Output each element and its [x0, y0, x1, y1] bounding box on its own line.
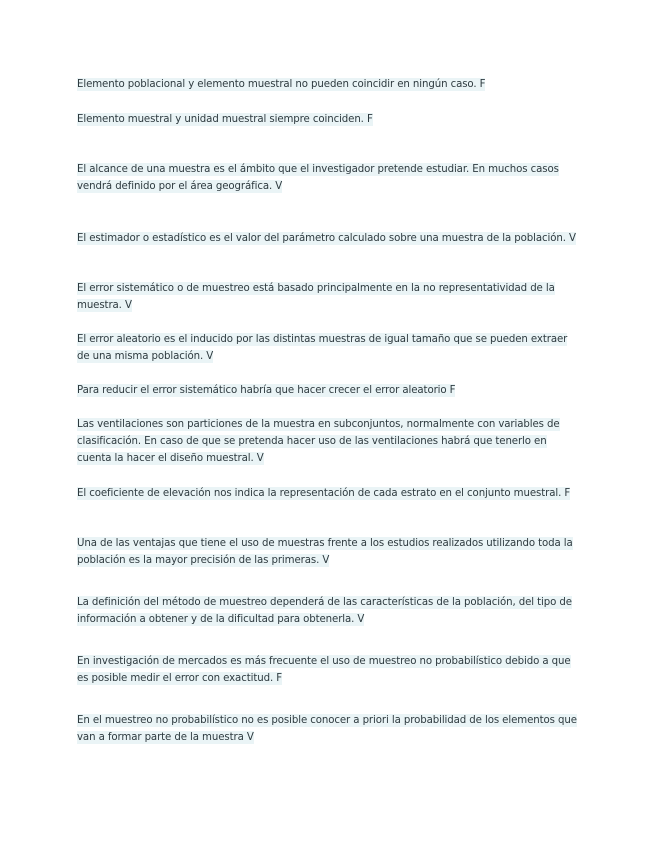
statement-text: El coeficiente de elevación nos indica la representación de cada estrato en el conjunto muestral. F — [77, 488, 571, 499]
statement-11 — [77, 594, 577, 628]
statement-text: El error aleatorio es el inducido por las distintas muestras de igual tamaño que se pueden extraer de una misma población. V — [77, 334, 568, 362]
statement-9 — [77, 485, 577, 502]
statement-5 — [77, 280, 577, 314]
statement-text: El alcance de una muestra es el ámbito que el investigador pretende estudiar. En muchos casos vendrá definido por el área geográfica. V — [77, 164, 559, 192]
statement-text: Elemento poblacional y elemento muestral no pueden coincidir en ningún caso. F — [77, 79, 486, 90]
statement-text: La definición del método de muestreo dependerá de las características de la población, del tipo de información a obtener y de la dificultad para obtenerla. V — [77, 597, 572, 625]
statement-8 — [77, 416, 577, 467]
statement-text: Las ventilaciones son particiones de la muestra en subconjuntos, normalmente con variables de clasificación. En caso de que se pretenda hacer uso de las ventilaciones habrá que tenerlo en cuenta la hacer el diseño muestral. V — [77, 419, 560, 464]
statement-text: Elemento muestral y unidad muestral siempre coinciden. F — [77, 114, 373, 125]
statement-12 — [77, 653, 577, 687]
statement-text: El estimador o estadístico es el valor del parámetro calculado sobre una muestra de la población. V — [77, 233, 576, 244]
statement-text: El error sistemático o de muestreo está basado principalmente en la no representatividad de la muestra. V — [77, 283, 555, 311]
statement-text: Una de las ventajas que tiene el uso de muestras frente a los estudios realizados utilizando toda la población es la mayor precisión de las primeras. V — [77, 538, 573, 566]
statement-4 — [77, 230, 577, 247]
statement-3 — [77, 161, 577, 195]
statement-2 — [77, 111, 577, 128]
statement-13 — [77, 712, 577, 746]
statement-10 — [77, 535, 577, 569]
statement-text: En el muestreo no probabilístico no es posible conocer a priori la probabilidad de los elementos que van a formar parte de la muestra V — [77, 715, 577, 743]
statement-6 — [77, 331, 577, 365]
statement-7 — [77, 382, 577, 399]
statement-text: En investigación de mercados es más frecuente el uso de muestreo no probabilístico debido a que es posible medir el error con exactitud. F — [77, 656, 571, 684]
statement-1 — [77, 76, 577, 93]
statement-text: Para reducir el error sistemático habría que hacer crecer el error aleatorio F — [77, 385, 456, 396]
